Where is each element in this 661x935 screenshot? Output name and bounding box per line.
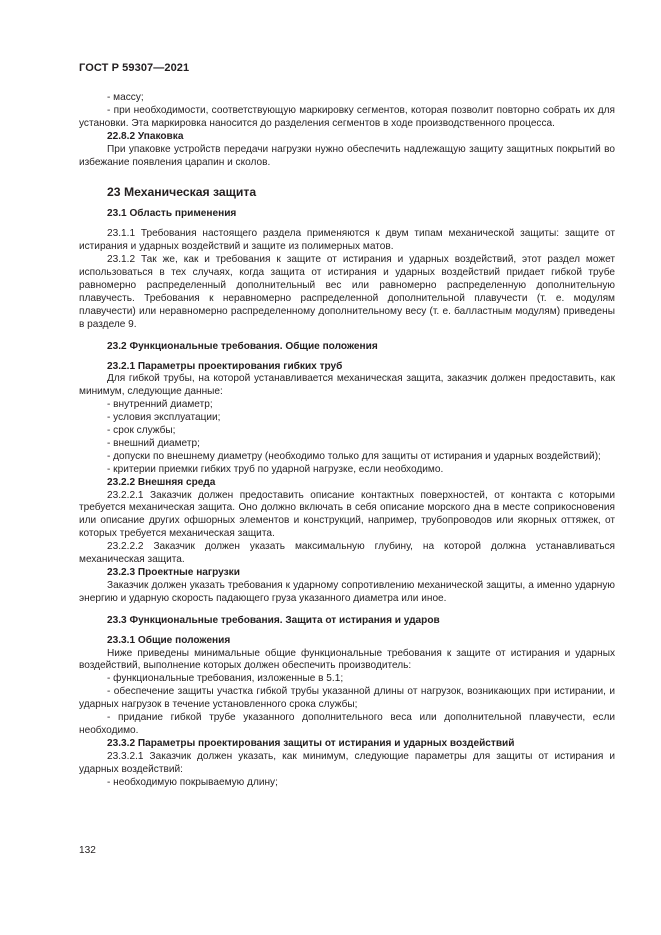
paragraph-packaging: При упаковке устройств передачи нагрузки нужно обеспечить надлежащую защиту защитных покрытий во избежание появления царапин и сколов.	[79, 143, 615, 168]
section-heading-23: 23 Механическая защита	[107, 185, 257, 200]
list-item-mass: - массу;	[107, 92, 144, 103]
subsection-heading-23-2-3: 23.2.3 Проектные нагрузки	[107, 567, 240, 578]
list-item-impact-criteria: - критерии приемки гибких труб по ударной нагрузке, если необходимо.	[107, 463, 444, 475]
subsection-heading-23-2-1: 23.2.1 Параметры проектирования гибких труб	[107, 360, 343, 372]
paragraph-23-1-2: 23.1.2 Так же, как и требования к защите от истирания и ударных воздействий, этот раздел может использоваться в тех случаях, когда защита от истирания и ударных воздействий придает гибкой трубе равномерно распределенный дополнительный вес или равномерно распределенную дополнительную плавучесть. Требования к неравномерно распределенной дополнительной плавучести (т. е. модулям плавучести) или неравномерно распределенному дополнительному весу (т. е. балластным модулям) приведены в разделе 9.	[79, 254, 615, 330]
page-content	[79, 92, 615, 790]
document-code: ГОСТ Р 59307—2021	[79, 62, 190, 74]
list-item-service-life: - срок службы;	[107, 425, 176, 437]
subsection-heading-23-3: 23.3 Функциональные требования. Защита от истирания и ударов	[107, 614, 440, 626]
subsection-heading-23-2: 23.2 Функциональные требования. Общие положения	[107, 340, 378, 352]
paragraph-23-3-2-1: 23.3.2.1 Заказчик должен указать, как минимум, следующие параметры для защиты от истирания и ударных воздействий:	[79, 750, 615, 775]
subsection-heading-23-1: 23.1 Область применения	[107, 208, 237, 220]
list-item-outer-diameter: - внешний диаметр;	[107, 437, 200, 449]
subsection-heading-23-3-2: 23.3.2 Параметры проектирования защиты от истирания и ударных воздействий	[107, 737, 515, 749]
paragraph-23-2-2-1: 23.2.2.1 Заказчик должен предоставить описание контактных поверхностей, от контакта с которыми требуется механическая защита. Оно должно включать в себя описание морского дна в месте соприкосновения или описание других офшорных элементов и конструкций, например, трубопроводов или якорных оттяжек, от которых требуется механическая защита.	[79, 489, 615, 540]
list-item-operating-conditions: - условия эксплуатации;	[107, 412, 221, 424]
subsection-heading-23-2-2: 23.2.2 Внешняя среда	[107, 476, 216, 488]
subsection-heading-23-3-1: 23.3.1 Общие положения	[107, 634, 231, 646]
paragraph-23-2-3: Заказчик должен указать требования к ударному сопротивлению механической защиты, а именно ударную энергию и ударную скорость падающего груза указанного диаметра или иное.	[79, 579, 615, 604]
list-item-covered-length: - необходимую покрываемую длину;	[107, 776, 278, 788]
list-item-added-weight: - придание гибкой трубе указанного дополнительного веса или дополнительной плавучести, если необходимо.	[79, 712, 615, 736]
paragraph-23-1-1: 23.1.1 Требования настоящего раздела применяются к двум типам механической защиты: защите от истирания и ударных воздействий и защите из полимерных матов.	[79, 228, 615, 253]
list-item-abrasion-protection: - обеспечение защиты участка гибкой трубы указанной длины от нагрузок, возникающих при истирании, и ударных нагрузок в течение установленного срока службы;	[79, 686, 615, 711]
list-item-functional-requirements: - функциональные требования, изложенные в 5.1;	[107, 673, 344, 685]
paragraph-23-2-1-intro: Для гибкой трубы, на которой устанавливается механическая защита, заказчик должен предоставить, как минимум, следующие данные:	[79, 373, 615, 398]
paragraph-23-3-1-intro: Ниже приведены минимальные общие функциональные требования к защите от истирания и ударных воздействий, выполнение которых должен обеспечить производитель:	[79, 647, 615, 672]
list-item-inner-diameter: - внутренний диаметр;	[107, 399, 213, 411]
subsection-heading-22-8-2: 22.8.2 Упаковка	[107, 130, 184, 142]
page-number: 132	[79, 845, 96, 856]
list-item-outer-diameter-tolerance: - допуски по внешнему диаметру (необходимо только для защиты от истирания и ударных воздействий);	[107, 450, 601, 462]
paragraph-23-2-2-2: 23.2.2.2 Заказчик должен указать максимальную глубину, на которой должна устанавливаться механическая защита.	[79, 541, 615, 566]
list-item-segment-marking: - при необходимости, соответствующую маркировку сегментов, которая позволит повторно собрать их для установки. Эта маркировка наносится до разделения сегментов в ходе производственного процесса.	[79, 104, 615, 129]
